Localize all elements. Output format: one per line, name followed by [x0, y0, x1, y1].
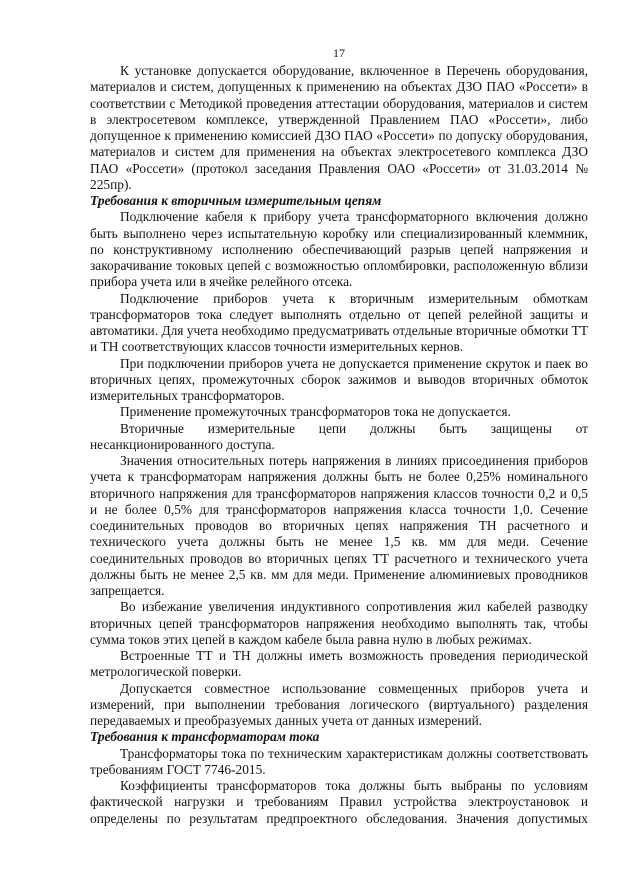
paragraph: К установке допускается оборудование, включенное в Перечень оборудования, материалов и систем, допущенных к применению на объектах ДЗО ПАО «Россети» в соответствии с Методикой проведения аттестации оборудования, материалов и систем в электросетевом комплексе, утвержденной Правлением ПАО «Россети», либо допущенное к применению комиссией ДЗО ПАО «Россети» по допуску оборудования, материалов и систем для применения на объектах электросетевого комплекса ДЗО ПАО «Россети» (протокол заседания Правления ОАО «Россети» от 31.03.2014 № 225пр). [90, 63, 588, 192]
paragraph: Встроенные ТТ и ТН должны иметь возможность проведения периодической метрологической поверки. [90, 648, 588, 680]
paragraph: Применение промежуточных трансформаторов тока не допускается. [120, 404, 511, 420]
paragraph: Подключение приборов учета к вторичным измерительным обмоткам трансформаторов тока следует выполнять отдельно от цепей релейной защиты и автоматики. Для учета необходимо предусматривать отдельные вторичные обмотки ТТ и ТН соответствующих классов точности измерительных кернов. [90, 290, 588, 355]
paragraph: Допускается совместное использование совмещенных приборов учета и измерений, при выполнении требования логического (виртуального) разделения передаваемых и преобразуемых данных учета от данных измерений. [90, 680, 588, 728]
section-heading: Требования к вторичным измерительным цепям [90, 193, 382, 208]
page-number: 17 [333, 46, 345, 60]
paragraph: Значения относительных потерь напряжения в линиях присоединения приборов учета к трансформаторам напряжения должны быть не более 0,25% номинального вторичного напряжения для трансформаторов напряжения классов точности 0,2 и 0,5 и не более 0,5% для трансформаторов напряжения класса точности 1,0. Сечение соединительных проводов во вторичных цепях напряжения ТН расчетного и технического учета должны быть не менее 1,5 кв. мм для меди. Сечение соединительных проводов во вторичных цепях ТТ расчетного и технического учета должны быть не менее 2,5 кв. мм для меди. Применение алюминиевых проводников запрещается. [90, 453, 588, 598]
paragraph: Вторичные измерительные цепи должны быть защищены от несанкционированного доступа. [90, 420, 588, 452]
paragraph: Во избежание увеличения индуктивного сопротивления жил кабелей разводку вторичных цепей трансформаторов напряжения необходимо выполнять так, чтобы сумма токов этих цепей в каждом кабеле была равна нулю в любых режимах. [90, 599, 588, 647]
paragraph: Коэффициенты трансформаторов тока должны быть выбраны по условиям фактической нагрузки и требованиям Правил устройства электроустановок и определены по результатам предпроектного обследования. Значения допустимых [90, 778, 588, 826]
paragraph: Подключение кабеля к прибору учета трансформаторного включения должно быть выполнено через испытательную коробку или специализированный клеммник, по конструктивному исполнению обеспечивающий разрыв цепей напряжения и закорачивание токовых цепей с возможностью опломбировки, расположенную вблизи прибора учета или в ячейке релейного отсека. [90, 209, 588, 290]
document-page [90, 0, 588, 896]
paragraph: При подключении приборов учета не допускается применение скруток и паек во вторичных цепях, промежуточных сборок зажимов и выводов вторичных обмоток измерительных трансформаторов. [90, 355, 588, 403]
document-body [90, 63, 588, 827]
section-heading: Требования к трансформаторам тока [90, 729, 320, 745]
paragraph: Трансформаторы тока по техническим характеристикам должны соответствовать требованиям ГОСТ 7746-2015. [90, 745, 588, 777]
